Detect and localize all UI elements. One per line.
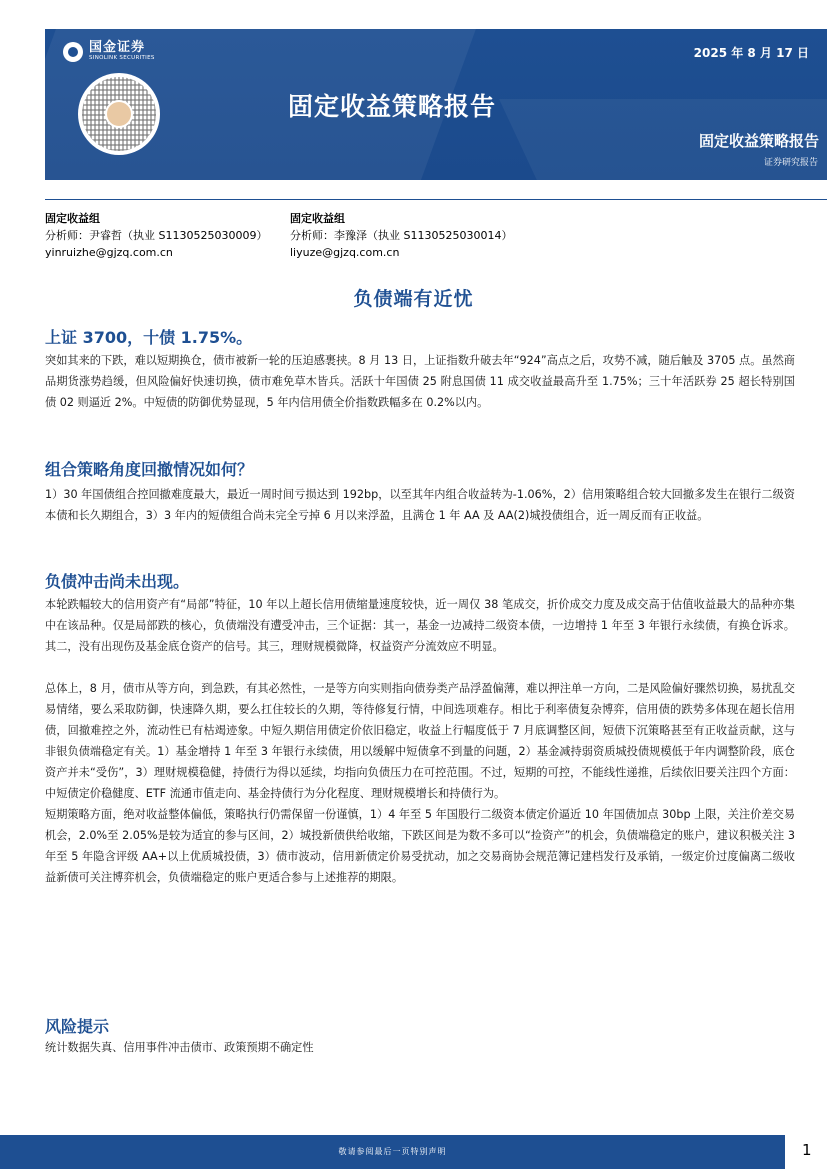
section-paragraph: 短期策略方面，绝对收益整体偏低，策略执行仍需保留一份谨慎，1）4 年至 5 年国股行二级资本债定价逼近 10 年国债加点 30bp 上限，关注价差交易机会，2.0%至 2.05%是较为适宜的参与区间，2）城投新债供给收缩，下跌区间是为数不多可以“捡资产”的机会，负债端稳定的账户，建议积极关注 3 年至 5 年隐含评级 AA+以上优质城投债，3）债市波动，信用新债定价易受扰动，加之交易商协会规范簿记建档发行及承销，一级定价过度偏离二级收益新债可关注博弈机会，负债端稳定的账户更适合参与上述推荐的期限。 [45, 808, 795, 884]
footer-disclaimer[interactable]: 敬请参阅最后一页特别声明 [338, 1147, 447, 1156]
section-liability [45, 572, 795, 888]
section-portfolio [45, 460, 795, 526]
qr-code-icon [78, 73, 160, 155]
logo-cn-text: 国金证券 [89, 40, 146, 55]
analyst-block [45, 210, 267, 261]
section-paragraph: 1）30 年国债组合控回撤难度最大，最近一周时间亏损达到 192bp，以至其年内组合收益转为-1.06%，2）信用策略组合较大回撤多发生在银行二级资本债和长久期组合，3）3 年内的短债组合尚未完全亏掉 6 月以来浮盈，且满仓 1 年 AA 及 AA(2)城投债组合，近一周反而有正收益。 [45, 488, 795, 522]
analyst-group: 固定收益组 [290, 212, 345, 225]
sinolink-logo-icon [63, 42, 83, 62]
analyst-group: 固定收益组 [45, 212, 100, 225]
footer-bar [0, 1135, 785, 1169]
analyst-name: 分析师：李豫泽（执业 S1130525030014） [290, 229, 513, 242]
report-category: 固定收益策略报告 [698, 132, 819, 150]
section-heading: 风险提示 [45, 1017, 110, 1036]
report-main-title: 固定收益策略报告 [288, 92, 497, 121]
company-logo [63, 41, 155, 62]
analyst-email[interactable]: liyuze@gjzq.com.cn [290, 246, 400, 259]
section-paragraph: 总体上，8 月，债市从等方向，到急跌，有其必然性，一是等方向实则指向债券类产品浮盈偏薄，难以押注单一方向，二是风险偏好骤然切换，易扰乱交易情绪，要么采取防御，快速降久期，要么扛住较长的久期，等待修复行情，中间选项难存。相比于利率债复杂博弈，信用债的跌势多体现在超长信用债，回撤难控之外，流动性已有枯竭迹象。中短久期信用债定价依旧稳定，收益上行幅度低于 7 月底调整区间，短债下沉策略甚至有正收益贡献，这与非银负债端稳定有关。1）基金增持 1 年至 3 年银行永续债，用以缓解中短债拿不到量的问题，2）基金减持弱资质城投债规模低于年内调整阶段，底仓资产并未“受伤”，3）理财规模稳健，持债行为得以延续，均指向负债压力在可控范围。不过，短期的可控，不能线性递推，后续依旧要关注四个方面：中短债定价稳健度、ETF 流通市值走向、基金持债行为分化程度、理财规模增长和持债行为。 [45, 682, 795, 800]
logo-en-text: SINOLINK SECURITIES [89, 55, 155, 61]
analyst-email[interactable]: yinruizhe@gjzq.com.cn [45, 246, 173, 259]
analyst-block [290, 210, 512, 261]
page-footer [0, 1135, 827, 1169]
report-date: 2025 年 8 月 17 日 [693, 46, 809, 60]
section-paragraph: 本轮跌幅较大的信用资产有“局部”特征，10 年以上超长信用债缩量速度较快，近一周仅 38 笔成交，折价成交力度及成交高于估值收益最大的品种亦集中在该品种。仅是局部跌的核心，负债端没有遭受冲击，三个证据：其一，基金一边减持二级资本债，一边增持 1 年至 3 年银行永续债，有换仓诉求。其二，没有出现伤及基金底仓资产的信号。其三，理财规模微降，权益资产分流效应不明显。 [45, 598, 795, 653]
section-heading: 负债冲击尚未出现。 [45, 572, 190, 591]
section-risk [45, 1017, 795, 1058]
section-heading: 组合策略角度回撤情况如何？ [45, 460, 254, 479]
document-title: 负债端有近忧 [353, 288, 474, 310]
report-type: 证券研究报告 [763, 158, 818, 168]
page-number: 1 [802, 1141, 812, 1159]
analyst-name: 分析师：尹睿哲（执业 S1130525030009） [45, 229, 268, 242]
section-market [45, 328, 795, 413]
section-heading: 上证 3700，十债 1.75%。 [45, 328, 253, 347]
section-paragraph: 突如其来的下跌，难以短期换仓，债市被新一轮的压迫感裹挟。8 月 13 日，上证指数升破去年“924”高点之后，攻势不减，随后触及 3705 点。虽然商品期货涨势趋缓，但风险偏好快速切换，债市难免草木皆兵。活跃十年国债 25 附息国债 11 成交收益最高升至 1.75%；三十年活跃券 25 超长特别国债 02 则逼近 2%。中短债的防御优势显现，5 年内信用债全价指数跌幅多在 0.2%以内。 [45, 354, 795, 409]
divider [45, 199, 827, 200]
report-header [45, 29, 827, 180]
section-paragraph: 统计数据失真、信用事件冲击债市、政策预期不确定性 [45, 1041, 314, 1054]
